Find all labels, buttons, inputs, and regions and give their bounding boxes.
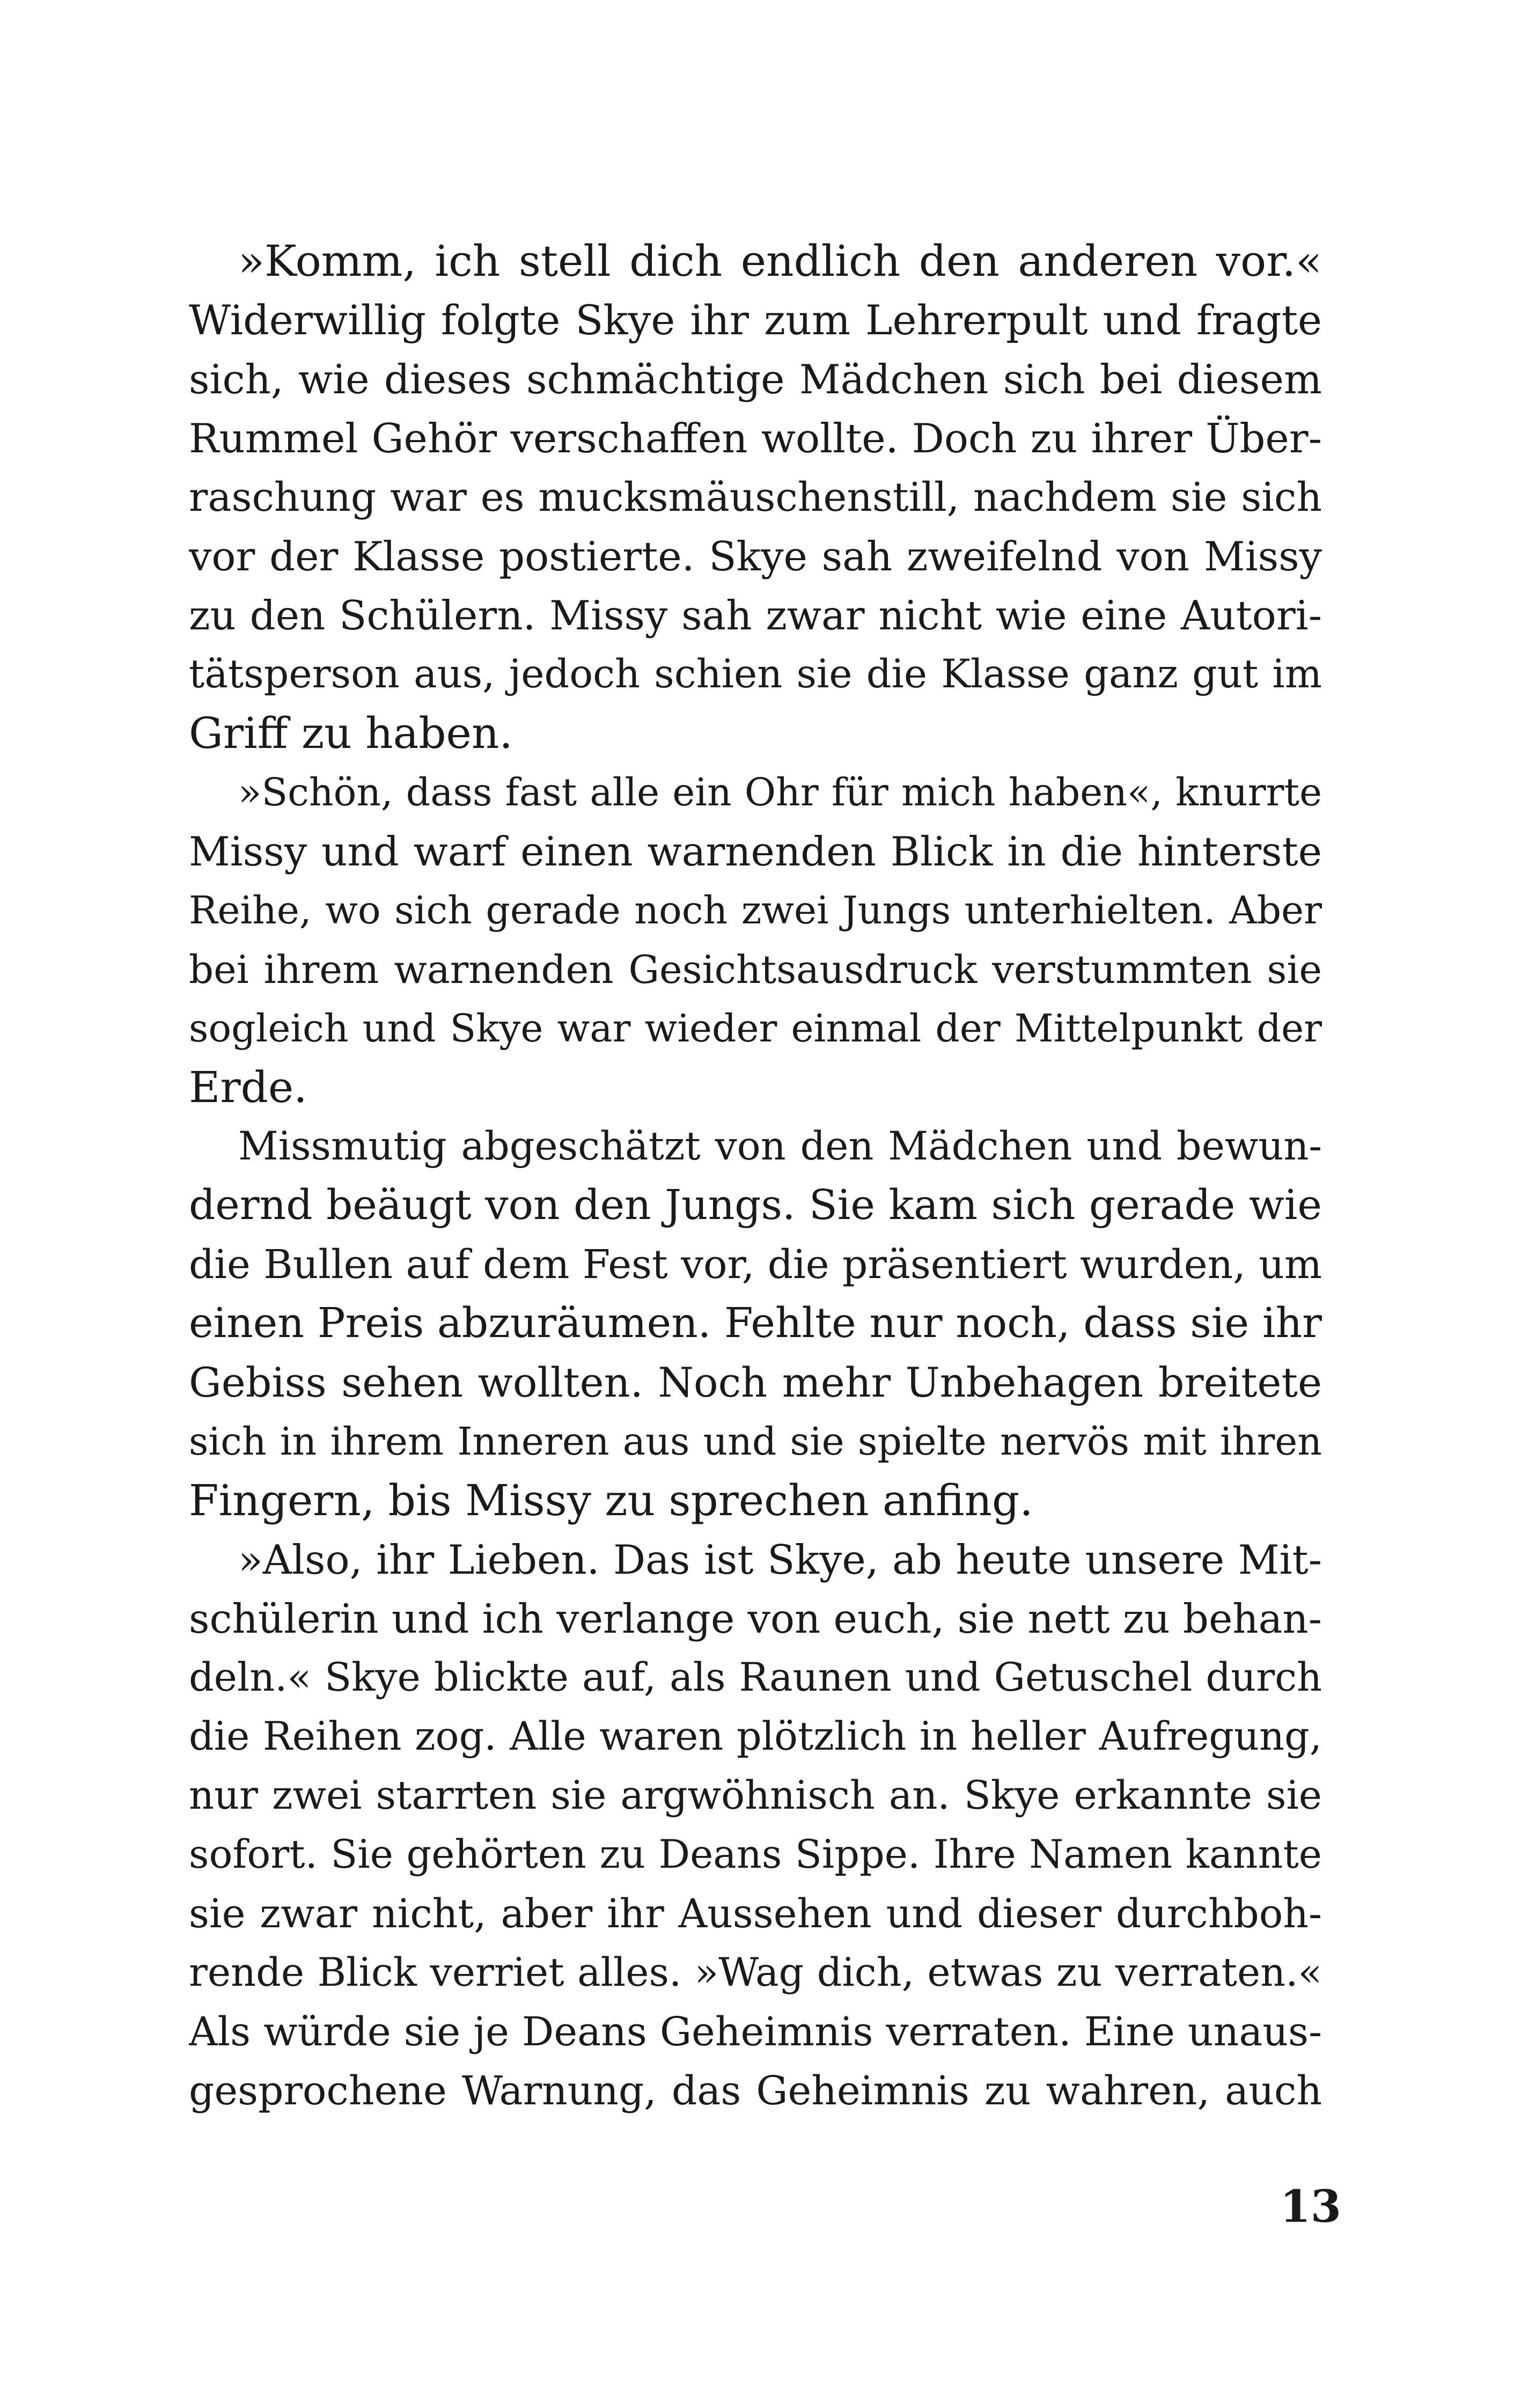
text-line: Widerwillig folgte Skye ihr zum Lehrerpult und fragte <box>189 296 1322 344</box>
text-line: Griff zu haben. <box>189 708 513 758</box>
text-line: Rummel Gehör verschaffen wollte. Doch zu ihrer Über- <box>189 415 1322 462</box>
text-line: schülerin und ich verlange von euch, sie nett zu behan- <box>189 1595 1322 1642</box>
text-line: nur zwei starrten sie argwöhnisch an. Skye erkannte sie <box>189 1773 1322 1818</box>
text-line: Gebiss sehen wollten. Noch mehr Unbehagen breitete <box>189 1359 1322 1406</box>
text-line: zu den Schülern. Missy sah zwar nicht wie eine Autori- <box>189 592 1322 639</box>
text-line: einen Preis abzuräumen. Fehlte nur noch, dass sie ihr <box>189 1300 1322 1347</box>
text-line: Missmutig abgeschätzt von den Mädchen und bewun- <box>238 1124 1322 1169</box>
text-line: Als würde sie je Deans Geheimnis verraten. Eine unaus- <box>189 2009 1322 2055</box>
text-line: sie zwar nicht, aber ihr Aussehen und dieser durchboh- <box>189 1891 1322 1937</box>
text-line: gesprochene Warnung, das Geheimnis zu wahren, auch <box>189 2068 1322 2114</box>
text-line: bei ihrem warnenden Gesichtsausdruck verstummten sie <box>189 947 1322 992</box>
text-line: die Reihen zog. Alle waren plötzlich in heller Aufregung, <box>189 1714 1322 1759</box>
text-line: Reihe, wo sich gerade noch zwei Jungs unterhielten. Aber <box>189 888 1322 933</box>
text-line: vor der Klasse postierte. Skye sah zweifelnd von Missy <box>189 533 1322 580</box>
text-line: Missy und warf einen warnenden Blick in die hinterste <box>189 828 1322 875</box>
text-line: sofort. Sie gehörten zu Deans Sippe. Ihre Namen kannte <box>189 1832 1322 1877</box>
text-line: raschung war es mucksmäuschenstill, nachdem sie sich <box>189 474 1322 520</box>
text-line: sogleich und Skye war wieder einmal der Mittelpunkt der <box>189 1006 1322 1051</box>
text-line: die Bullen auf dem Fest vor, die präsentiert wurden, um <box>189 1242 1322 1288</box>
text-line: sich, wie dieses schmächtige Mädchen sich bei diesem <box>189 356 1322 403</box>
text-line: dernd beäugt von den Jungs. Sie kam sich gerade wie <box>189 1181 1322 1229</box>
text-line: »Komm, ich stell dich endlich den anderen vor.« <box>238 236 1322 286</box>
text-line: »Also, ihr Lieben. Das ist Skye, ab heute unsere Mit- <box>238 1536 1322 1583</box>
body-text <box>189 232 1322 2120</box>
text-line: »Schön, dass fast alle ein Ohr für mich haben«, knurrte <box>238 770 1322 814</box>
text-line: deln.« Skye blickte auf, als Raunen und Getuschel durch <box>189 1655 1322 1700</box>
text-line: Fingern, bis Missy zu sprechen anfing. <box>189 1475 1033 1525</box>
text-line: sich in ihrem Inneren aus und sie spielte nervös mit ihren <box>189 1419 1322 1464</box>
text-line: rende Blick verriet alles. »Wag dich, etwas zu verraten.« <box>189 1950 1322 1995</box>
text-line: tätsperson aus, jedoch schien sie die Klasse ganz gut im <box>189 651 1322 697</box>
text-line: Erde. <box>189 1062 307 1112</box>
page-number: 13 <box>1280 2181 1341 2233</box>
